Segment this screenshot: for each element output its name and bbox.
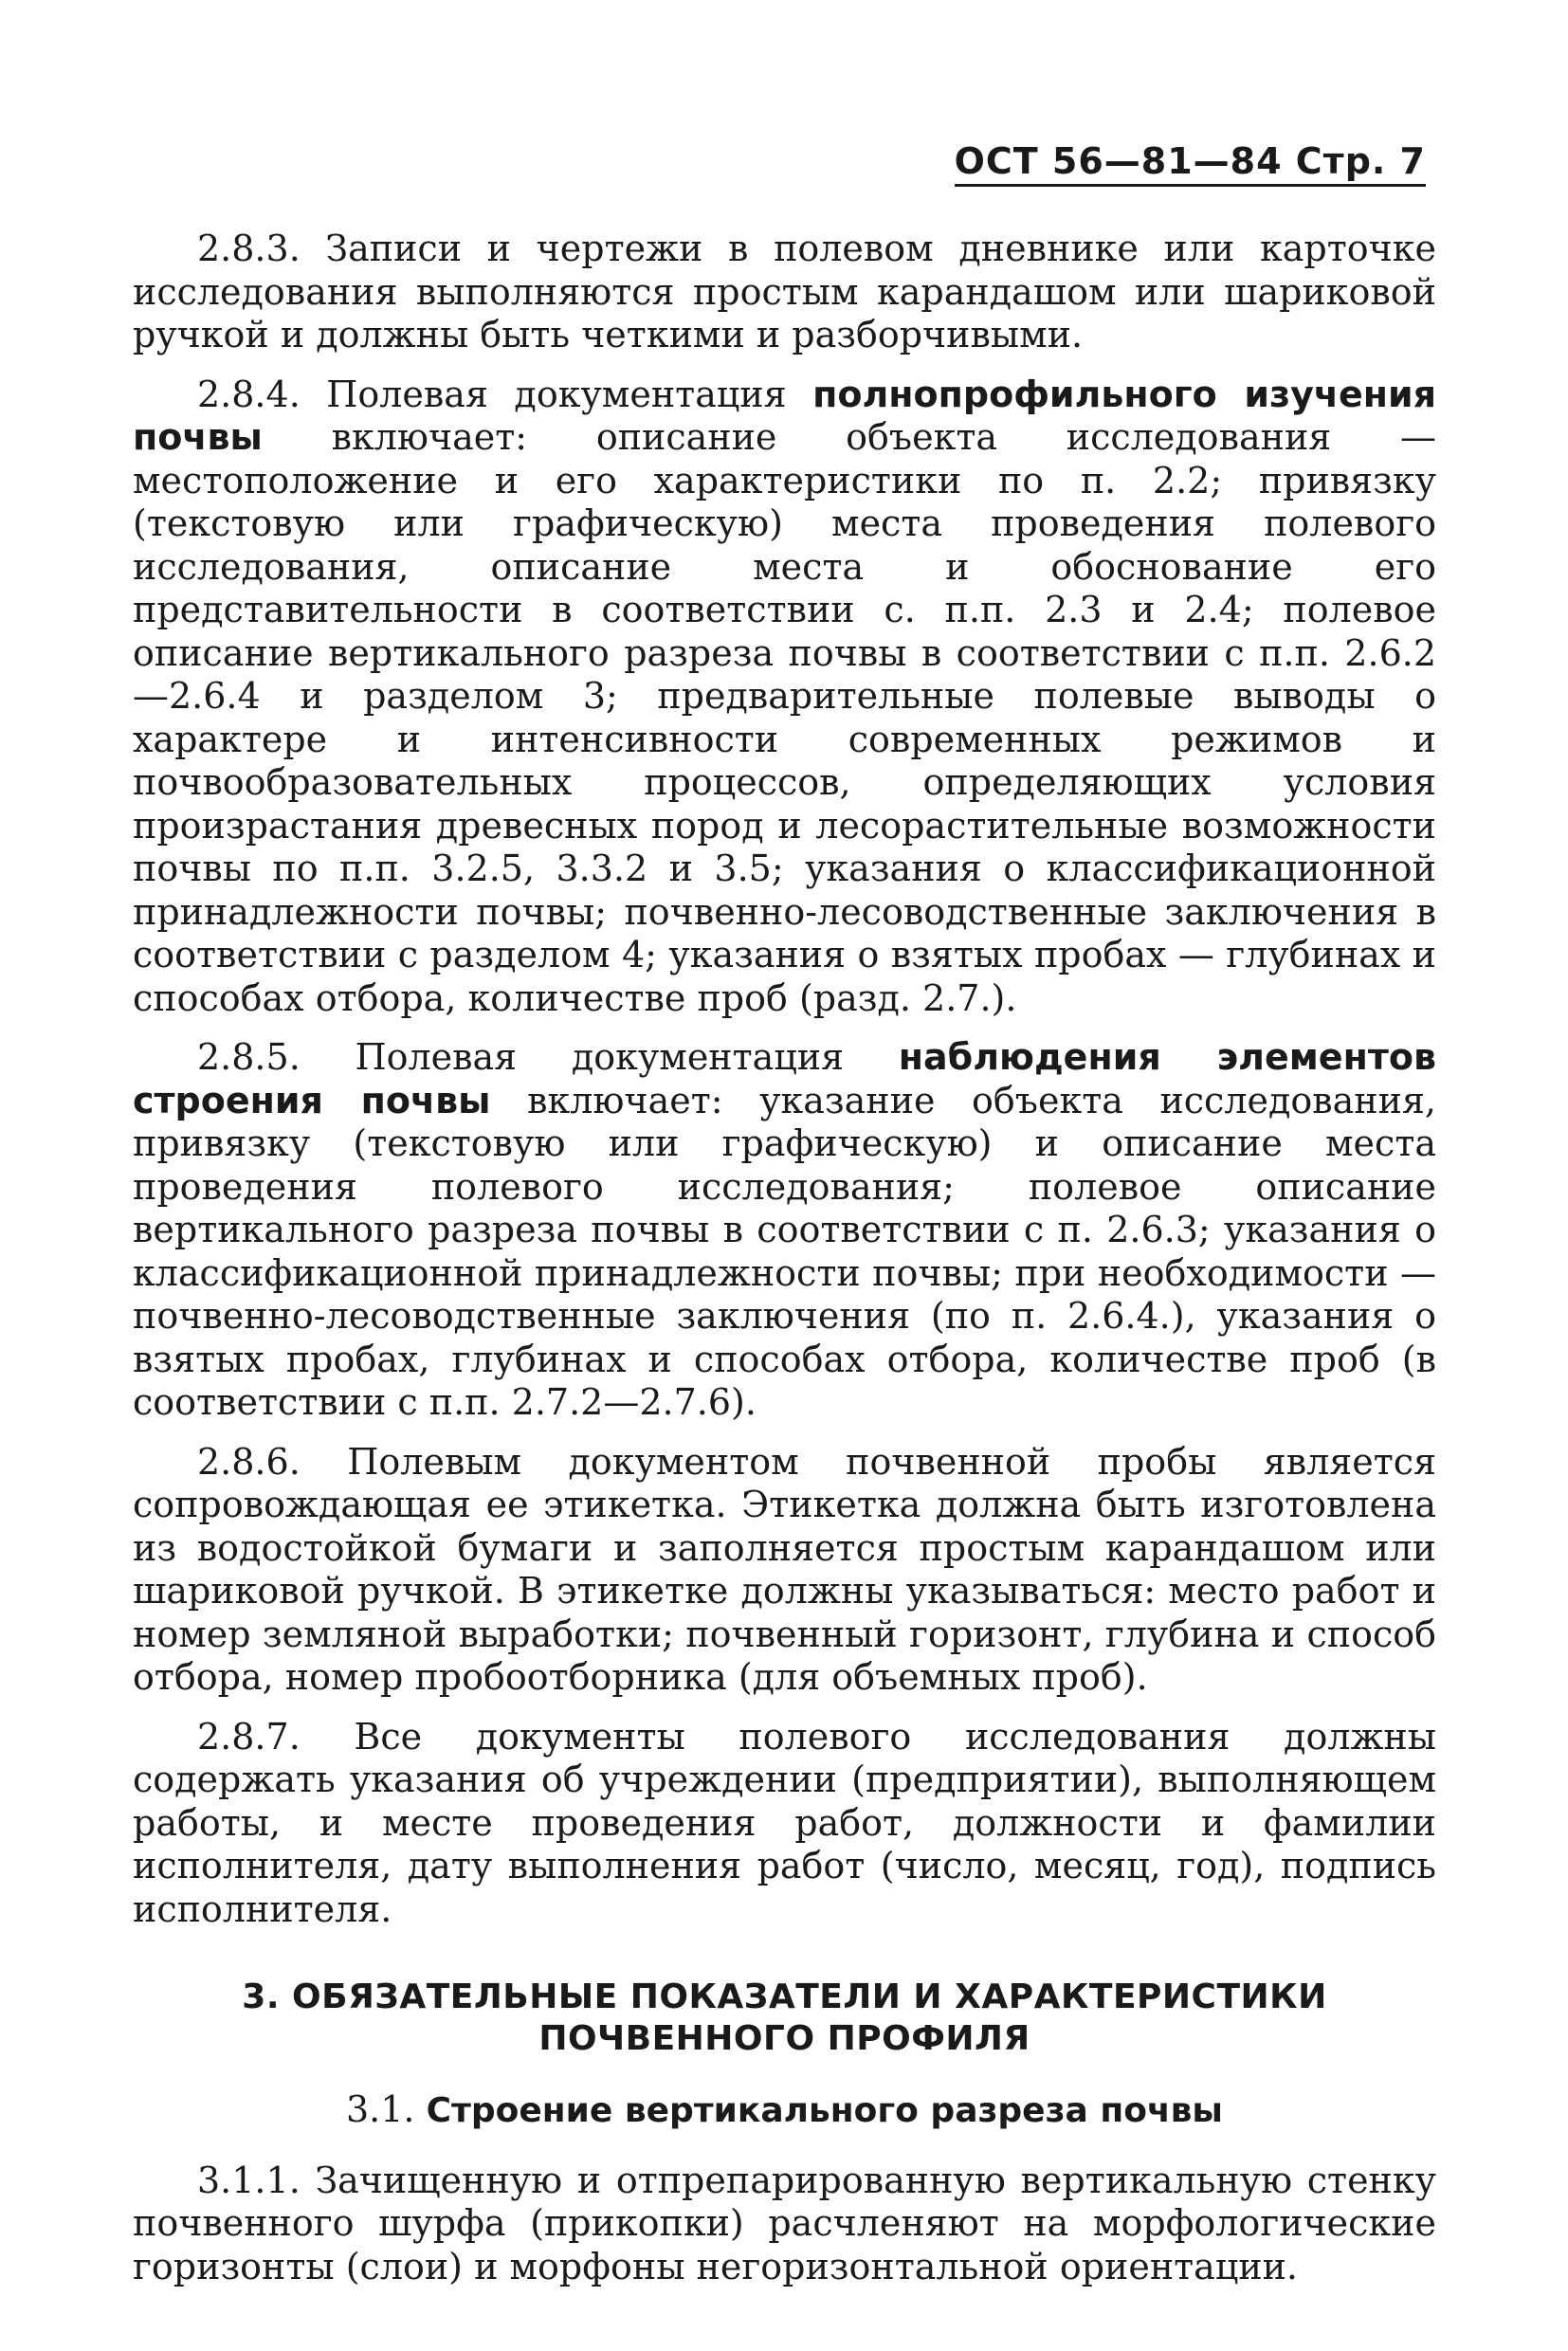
paragraph-text: 2.8.5. Полевая документация: [197, 1036, 899, 1078]
bold-term: наблюдения элементов строения почвы: [133, 1036, 1436, 1121]
paragraph-3-1-1: 3.1.1. Зачищенную и отпрепарированную вертикальную стенку почвенного шурфа (прикопки) расчленяют на морфологические горизонты (слои) и морфоны негоризонтальной ориентации.: [133, 2159, 1436, 2287]
section-3-title: [133, 1977, 1436, 2060]
bold-term: полнопрофильного изучения почвы: [133, 373, 1437, 458]
page-header: ОСТ 56—81—84 Стр. 7: [955, 140, 1426, 187]
section-title-line-2: ПОЧВЕННОГО ПРОФИЛЯ: [538, 2019, 1030, 2058]
paragraph-2-8-3: 2.8.3. Записи и чертежи в полевом дневнике или карточке исследования выполняются простым карандашом или шариковой ручкой и должны быть четкими и разборчивыми.: [133, 228, 1436, 355]
section-title-line-1: 3. ОБЯЗАТЕЛЬНЫЕ ПОКАЗАТЕЛИ И ХАРАКТЕРИСТИКИ: [242, 1977, 1327, 2016]
subsection-heading: Строение вертикального разреза почвы: [426, 2091, 1223, 2130]
subsection-3-1-title: [133, 2088, 1436, 2133]
paragraph-2-8-7: 2.8.7. Все документы полевого исследования должны содержать указания об учреждении (предприятии), выполняющем работы, и месте проведения работ, должности и фамилии исполнителя, дату выполнения работ (число, месяц, год), подпись исполнителя.: [133, 1715, 1436, 1930]
paragraph-text: 2.8.4. Полевая документация: [197, 373, 813, 415]
paragraph-2-8-6: 2.8.6. Полевым документом почвенной пробы является сопровождающая ее этикетка. Этикетка должна быть изготовлена из водостойкой бумаги и заполняется простым карандашом или шариковой ручкой. В этикетке должны указываться: место работ и номер земляной выработки; почвенный горизонт, глубина и способ отбора, номер пробоотборника (для объемных проб).: [133, 1440, 1436, 1698]
paragraph-2-8-4: [133, 374, 1436, 1021]
subsection-number: 3.1.: [345, 2088, 427, 2130]
document-body: [133, 228, 1436, 2305]
paragraph-text: включает: указание объекта исследования, привязку (текстовую или графическую) и описание места проведения полевого исследования; полевое описание вертикального разреза почвы в соответствии с п. 2.6.3; указания о классификационной принадлежности почвы; при необходимости — почвенно-лесоводственные заключения (по п. 2.6.4.), указания о взятых пробах, глубинах и способах отбора, количестве проб (в соответствии с п.п. 2.7.2—2.7.6).: [133, 1079, 1437, 1423]
paragraph-2-8-5: [133, 1036, 1436, 1425]
paragraph-text: включает: описание объекта исследования — местоположение и его характеристики по п. 2.2; привязку (текстовую или графическую) места проведения полевого исследования, описание места и обоснование его представительности в соответствии с. п.п. 2.3 и 2.4; полевое описание вертикального разреза почвы в соответствии с п.п. 2.6.2—2.6.4 и разделом 3; предварительные полевые выводы о характере и интенсивности современных режимов и почвообразовательных процессов, определяющих условия произрастания древесных пород и лесорастительные возможности почвы по п.п. 3.2.5, 3.3.2 и 3.5; указания о классификационной принадлежности почвы; почвенно-лесоводственные заключения в соответствии с разделом 4; указания о взятых пробах — глубинах и способах отбора, количестве проб (разд. 2.7.).: [133, 416, 1436, 1019]
